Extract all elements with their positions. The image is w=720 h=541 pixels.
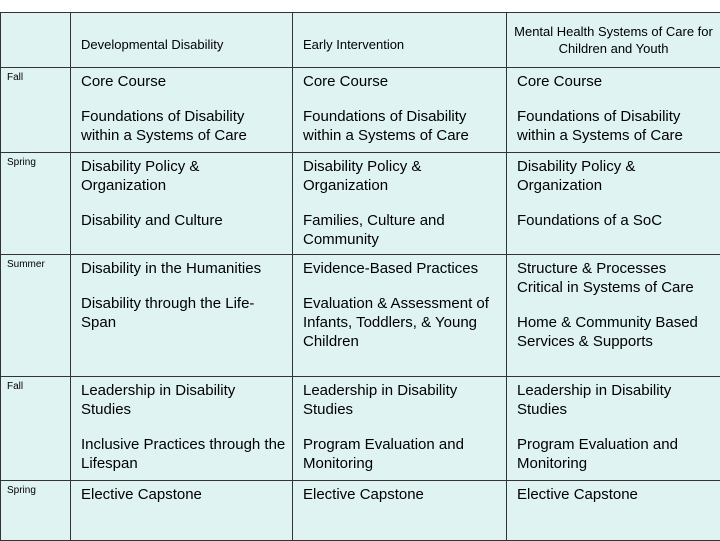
course-cell — [71, 153, 293, 255]
course-item: Disability in the Humanities — [81, 259, 286, 278]
course-cell — [507, 153, 720, 255]
course-item: Leadership in Disability Studies — [81, 381, 286, 419]
term-label: Fall — [1, 68, 70, 83]
course-item: Elective Capstone — [517, 485, 714, 504]
term-cell — [1, 255, 71, 377]
course-item: Leadership in Disability Studies — [303, 381, 500, 419]
table-row — [1, 68, 720, 153]
course-item: Disability through the Life-Span — [81, 294, 286, 332]
course-cell — [507, 255, 720, 377]
course-item: Program Evaluation and Monitoring — [303, 435, 500, 473]
course-cell — [507, 481, 720, 541]
header-cell — [293, 13, 507, 68]
course-cell — [71, 377, 293, 481]
table-row — [1, 377, 720, 481]
course-item: Home & Community Based Services & Supports — [517, 313, 714, 351]
header-early-intervention: Early Intervention — [293, 28, 506, 53]
course-item: Evaluation & Assessment of Infants, Toddlers, & Young Children — [303, 294, 500, 351]
header-row — [1, 13, 720, 68]
curriculum-table — [0, 12, 720, 541]
term-cell — [1, 481, 71, 541]
term-label: Spring — [1, 153, 70, 168]
course-item: Leadership in Disability Studies — [517, 381, 714, 419]
course-cell — [293, 255, 507, 377]
term-cell — [1, 377, 71, 481]
course-item: Core Course — [81, 72, 286, 91]
term-cell — [1, 68, 71, 153]
course-cell — [71, 255, 293, 377]
course-item: Foundations of a SoC — [517, 211, 714, 230]
course-item: Disability Policy & Organization — [303, 157, 500, 195]
course-item: Inclusive Practices through the Lifespan — [81, 435, 286, 473]
course-item: Core Course — [303, 72, 500, 91]
course-item: Disability Policy & Organization — [81, 157, 286, 195]
course-item: Disability Policy & Organization — [517, 157, 714, 195]
table-row — [1, 153, 720, 255]
header-mental-health: Mental Health Systems of Care for Children and Youth — [507, 19, 720, 61]
course-item: Program Evaluation and Monitoring — [517, 435, 714, 473]
course-cell — [507, 68, 720, 153]
course-cell — [71, 481, 293, 541]
course-cell — [293, 153, 507, 255]
course-item: Elective Capstone — [81, 485, 286, 504]
corner-cell — [1, 13, 71, 68]
term-label: Spring — [1, 481, 70, 496]
table-row — [1, 481, 720, 541]
term-cell — [1, 153, 71, 255]
term-label: Fall — [1, 377, 70, 392]
term-label: Summer — [1, 255, 70, 270]
course-item: Disability and Culture — [81, 211, 286, 230]
course-cell — [293, 68, 507, 153]
course-cell — [293, 481, 507, 541]
course-item: Core Course — [517, 72, 714, 91]
header-cell — [507, 13, 720, 68]
course-item: Evidence-Based Practices — [303, 259, 500, 278]
course-item: Structure & Processes Critical in Systems of Care — [517, 259, 714, 297]
course-cell — [507, 377, 720, 481]
course-item: Families, Culture and Community — [303, 211, 500, 249]
header-cell — [71, 13, 293, 68]
table-row — [1, 255, 720, 377]
course-cell — [293, 377, 507, 481]
course-item: Foundations of Disability within a Systems of Care — [81, 107, 286, 145]
course-cell — [71, 68, 293, 153]
course-item: Foundations of Disability within a Systems of Care — [517, 107, 714, 145]
header-developmental-disability: Developmental Disability — [71, 28, 292, 53]
course-item: Elective Capstone — [303, 485, 500, 504]
course-item: Foundations of Disability within a Systems of Care — [303, 107, 500, 145]
